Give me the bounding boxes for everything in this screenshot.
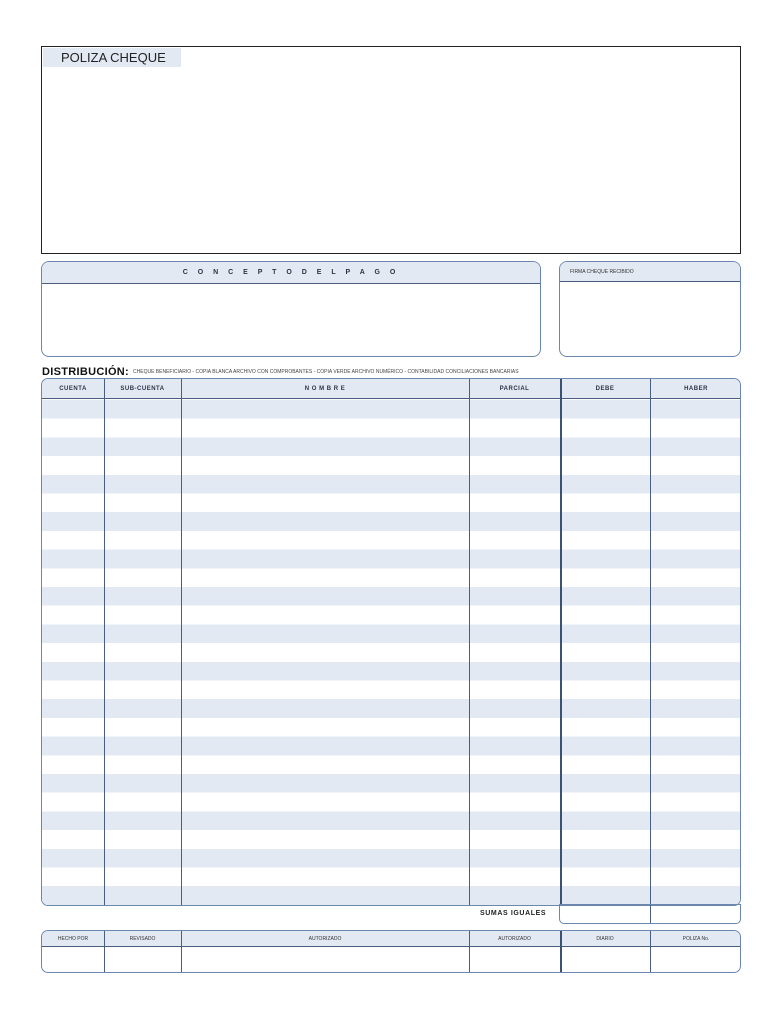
column-header-cuenta: CUENTA — [59, 386, 87, 392]
firmas-header-autorizado: AUTORIZADO — [308, 936, 342, 942]
concepto-del-pago-box — [41, 261, 541, 357]
firmas-header-poliza-no: POLIZA No. — [682, 936, 710, 942]
column-header-haber: HABER — [684, 386, 708, 392]
firma-cheque-box — [559, 261, 741, 357]
column-header-debe: DEBE — [595, 386, 615, 392]
table-rows — [42, 400, 740, 905]
firmas-divider — [650, 931, 651, 972]
distribucion-line — [42, 362, 742, 376]
poliza-cheque-title: POLIZA CHEQUE — [43, 48, 181, 67]
concepto-del-pago-title: C O N C E P T O D E L P A G O — [42, 262, 540, 284]
firmas-divider — [104, 931, 105, 972]
table-header — [42, 379, 740, 399]
column-divider — [650, 379, 651, 905]
firmas-header-autorizado-2: AUTORIZADO — [498, 936, 531, 942]
sumas-iguales-label: SUMAS IGUALES — [480, 910, 547, 917]
column-header-parcial: PARCIAL — [499, 386, 530, 392]
firmas-table — [41, 930, 741, 973]
firmas-header — [42, 931, 740, 947]
distribution-table — [41, 378, 741, 906]
column-divider — [104, 379, 105, 905]
firmas-divider — [560, 931, 562, 972]
cheque-area — [41, 46, 741, 254]
firmas-header-revisado: REVISADO — [129, 936, 156, 942]
distribucion-title: DISTRIBUCIÓN: — [42, 366, 130, 378]
column-divider — [181, 379, 182, 905]
firma-cheque-title: FIRMA CHEQUE RECIBIDO — [560, 262, 740, 282]
column-divider — [469, 379, 470, 905]
column-header-sub-cuenta: SUB-CUENTA — [120, 386, 165, 392]
firmas-divider — [181, 931, 182, 972]
sumas-iguales-box — [559, 904, 741, 924]
column-divider — [560, 379, 562, 905]
sumas-divider — [650, 905, 651, 923]
distribucion-description: CHEQUE BENEFICIARIO - COPIA BLANCA ARCHIVO CON COMPROBANTES - COPIA VERDE ARCHIVO NUMÉRICO - CONTABILIDAD CONCILIACIONES BANCARIAS — [133, 369, 519, 375]
firmas-header-hecho-por: HECHO POR — [57, 936, 89, 942]
firmas-divider — [469, 931, 470, 972]
firmas-header-diario: DIARIO — [596, 936, 614, 942]
column-header-nombre: N O M B R E — [304, 386, 346, 392]
